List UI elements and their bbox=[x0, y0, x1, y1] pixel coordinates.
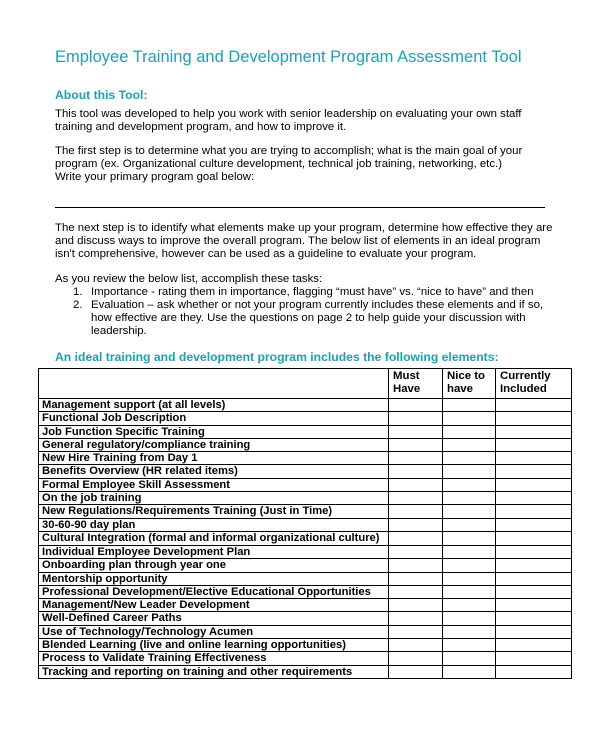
must-have-cell[interactable] bbox=[389, 639, 443, 652]
currently-included-cell[interactable] bbox=[496, 612, 572, 625]
nice-to-have-cell[interactable] bbox=[443, 518, 496, 531]
currently-included-cell[interactable] bbox=[496, 639, 572, 652]
table-row bbox=[39, 518, 572, 531]
must-have-cell[interactable] bbox=[389, 505, 443, 518]
table-row bbox=[39, 652, 572, 665]
header-currently-included: Currently Included bbox=[496, 369, 572, 399]
nice-to-have-cell[interactable] bbox=[443, 599, 496, 612]
nice-to-have-cell[interactable] bbox=[443, 625, 496, 638]
list-text: leadership. bbox=[91, 325, 147, 337]
element-label: Formal Employee Skill Assessment bbox=[39, 478, 389, 491]
header-element bbox=[39, 369, 389, 399]
table-row bbox=[39, 572, 572, 585]
currently-included-cell[interactable] bbox=[496, 545, 572, 558]
currently-included-cell[interactable] bbox=[496, 492, 572, 505]
table-row bbox=[39, 478, 572, 491]
currently-included-cell[interactable] bbox=[496, 559, 572, 572]
nice-to-have-cell[interactable] bbox=[443, 492, 496, 505]
currently-included-cell[interactable] bbox=[496, 438, 572, 451]
element-label: New Hire Training from Day 1 bbox=[39, 452, 389, 465]
must-have-cell[interactable] bbox=[389, 425, 443, 438]
list-text: how effective are they. Use the questions on page 2 to help guide your discussion with bbox=[91, 312, 526, 324]
nice-to-have-cell[interactable] bbox=[443, 478, 496, 491]
currently-included-cell[interactable] bbox=[496, 518, 572, 531]
next-step-line: The next step is to identify what elements make up your program, determine how effective they are bbox=[55, 222, 553, 234]
nice-to-have-cell[interactable] bbox=[443, 585, 496, 598]
nice-to-have-cell[interactable] bbox=[443, 505, 496, 518]
table-row bbox=[39, 599, 572, 612]
must-have-cell[interactable] bbox=[389, 652, 443, 665]
intro-line: training and development program, and how to improve it. bbox=[55, 121, 347, 133]
first-step-line: program (ex. Organizational culture development, technical job training, networking, etc.) bbox=[55, 158, 502, 170]
must-have-cell[interactable] bbox=[389, 452, 443, 465]
intro-line: This tool was developed to help you work with senior leadership on evaluating your own staff bbox=[55, 108, 522, 120]
currently-included-cell[interactable] bbox=[496, 652, 572, 665]
must-have-cell[interactable] bbox=[389, 465, 443, 478]
goal-answer-line[interactable] bbox=[55, 207, 545, 208]
currently-included-cell[interactable] bbox=[496, 531, 572, 545]
currently-included-cell[interactable] bbox=[496, 665, 572, 678]
table-row bbox=[39, 612, 572, 625]
nice-to-have-cell[interactable] bbox=[443, 612, 496, 625]
element-label: Benefits Overview (HR related items) bbox=[39, 465, 389, 478]
table-row bbox=[39, 531, 572, 545]
intro-paragraph bbox=[55, 108, 555, 134]
table-row bbox=[39, 665, 572, 678]
page-title: Employee Training and Development Program Assessment Tool bbox=[55, 48, 522, 66]
table-row bbox=[39, 559, 572, 572]
next-step-paragraph bbox=[55, 222, 555, 261]
currently-included-cell[interactable] bbox=[496, 399, 572, 412]
table-row bbox=[39, 425, 572, 438]
currently-included-cell[interactable] bbox=[496, 585, 572, 598]
nice-to-have-cell[interactable] bbox=[443, 452, 496, 465]
currently-included-cell[interactable] bbox=[496, 505, 572, 518]
must-have-cell[interactable] bbox=[389, 438, 443, 451]
about-heading: About this Tool: bbox=[55, 88, 148, 102]
nice-to-have-cell[interactable] bbox=[443, 652, 496, 665]
first-step-line: Write your primary program goal below: bbox=[55, 171, 255, 183]
list-item bbox=[55, 286, 555, 299]
element-label: Well-Defined Career Paths bbox=[39, 612, 389, 625]
must-have-cell[interactable] bbox=[389, 585, 443, 598]
element-label: Process to Validate Training Effectiveness bbox=[39, 652, 389, 665]
table-row bbox=[39, 412, 572, 425]
table-row bbox=[39, 465, 572, 478]
must-have-cell[interactable] bbox=[389, 545, 443, 558]
tasks-list bbox=[55, 286, 555, 338]
must-have-cell[interactable] bbox=[389, 625, 443, 638]
nice-to-have-cell[interactable] bbox=[443, 438, 496, 451]
currently-included-cell[interactable] bbox=[496, 572, 572, 585]
header-nice-to-have: Nice to have bbox=[443, 369, 496, 399]
table-body bbox=[39, 399, 572, 679]
must-have-cell[interactable] bbox=[389, 412, 443, 425]
element-label: Management support (at all levels) bbox=[39, 399, 389, 412]
table-row bbox=[39, 505, 572, 518]
table-header-row bbox=[39, 369, 572, 399]
next-step-line: isn't comprehensive, however can be used as a guideline to evaluate your program. bbox=[55, 248, 477, 260]
currently-included-cell[interactable] bbox=[496, 452, 572, 465]
list-number: 2. bbox=[73, 299, 83, 311]
tasks-intro-line: As you review the below list, accomplish these tasks: bbox=[55, 273, 323, 285]
must-have-cell[interactable] bbox=[389, 492, 443, 505]
elements-heading: An ideal training and development program includes the following elements: bbox=[55, 350, 499, 364]
next-step-line: and discuss ways to improve the overall program. The below list of elements in an ideal program bbox=[55, 235, 541, 247]
must-have-cell[interactable] bbox=[389, 572, 443, 585]
nice-to-have-cell[interactable] bbox=[443, 559, 496, 572]
element-label: On the job training bbox=[39, 492, 389, 505]
element-label: Individual Employee Development Plan bbox=[39, 545, 389, 558]
elements-table bbox=[38, 368, 572, 679]
list-number: 1. bbox=[73, 286, 83, 298]
currently-included-cell[interactable] bbox=[496, 425, 572, 438]
nice-to-have-cell[interactable] bbox=[443, 572, 496, 585]
nice-to-have-cell[interactable] bbox=[443, 399, 496, 412]
element-label: Cultural Integration (formal and informal organizational culture) bbox=[39, 531, 389, 545]
table-row bbox=[39, 545, 572, 558]
currently-included-cell[interactable] bbox=[496, 625, 572, 638]
element-label: Professional Development/Elective Educational Opportunities bbox=[39, 585, 389, 598]
must-have-cell[interactable] bbox=[389, 559, 443, 572]
element-label: Use of Technology/Technology Acumen bbox=[39, 625, 389, 638]
table-row bbox=[39, 452, 572, 465]
first-step-line: The first step is to determine what you are trying to accomplish; what is the main goal of your bbox=[55, 145, 523, 157]
table-row bbox=[39, 639, 572, 652]
element-label: New Regulations/Requirements Training (Just in Time) bbox=[39, 505, 389, 518]
must-have-cell[interactable] bbox=[389, 665, 443, 678]
table-row bbox=[39, 625, 572, 638]
must-have-cell[interactable] bbox=[389, 531, 443, 545]
element-label: Management/New Leader Development bbox=[39, 599, 389, 612]
list-text: Evaluation – ask whether or not your program currently includes these elements and if so, bbox=[91, 299, 544, 311]
currently-included-cell[interactable] bbox=[496, 478, 572, 491]
first-step-paragraph bbox=[55, 145, 555, 184]
element-label: Functional Job Description bbox=[39, 412, 389, 425]
tasks-intro bbox=[55, 273, 555, 286]
header-must-have: Must Have bbox=[389, 369, 443, 399]
must-have-cell[interactable] bbox=[389, 518, 443, 531]
must-have-cell[interactable] bbox=[389, 399, 443, 412]
must-have-cell[interactable] bbox=[389, 599, 443, 612]
must-have-cell[interactable] bbox=[389, 612, 443, 625]
element-label: Blended Learning (live and online learning opportunities) bbox=[39, 639, 389, 652]
must-have-cell[interactable] bbox=[389, 478, 443, 491]
nice-to-have-cell[interactable] bbox=[443, 425, 496, 438]
nice-to-have-cell[interactable] bbox=[443, 639, 496, 652]
currently-included-cell[interactable] bbox=[496, 599, 572, 612]
table-row bbox=[39, 492, 572, 505]
element-label: Job Function Specific Training bbox=[39, 425, 389, 438]
list-item bbox=[55, 299, 555, 338]
nice-to-have-cell[interactable] bbox=[443, 665, 496, 678]
nice-to-have-cell[interactable] bbox=[443, 531, 496, 545]
element-label: 30-60-90 day plan bbox=[39, 518, 389, 531]
element-label: Onboarding plan through year one bbox=[39, 559, 389, 572]
element-label: Tracking and reporting on training and other requirements bbox=[39, 665, 389, 678]
element-label: General regulatory/compliance training bbox=[39, 438, 389, 451]
nice-to-have-cell[interactable] bbox=[443, 545, 496, 558]
table-row bbox=[39, 399, 572, 412]
currently-included-cell[interactable] bbox=[496, 412, 572, 425]
currently-included-cell[interactable] bbox=[496, 465, 572, 478]
element-label: Mentorship opportunity bbox=[39, 572, 389, 585]
table-row bbox=[39, 585, 572, 598]
nice-to-have-cell[interactable] bbox=[443, 412, 496, 425]
list-text: Importance - rating them in importance, flagging “must have” vs. “nice to have” and then bbox=[91, 286, 534, 298]
nice-to-have-cell[interactable] bbox=[443, 465, 496, 478]
table-row bbox=[39, 438, 572, 451]
